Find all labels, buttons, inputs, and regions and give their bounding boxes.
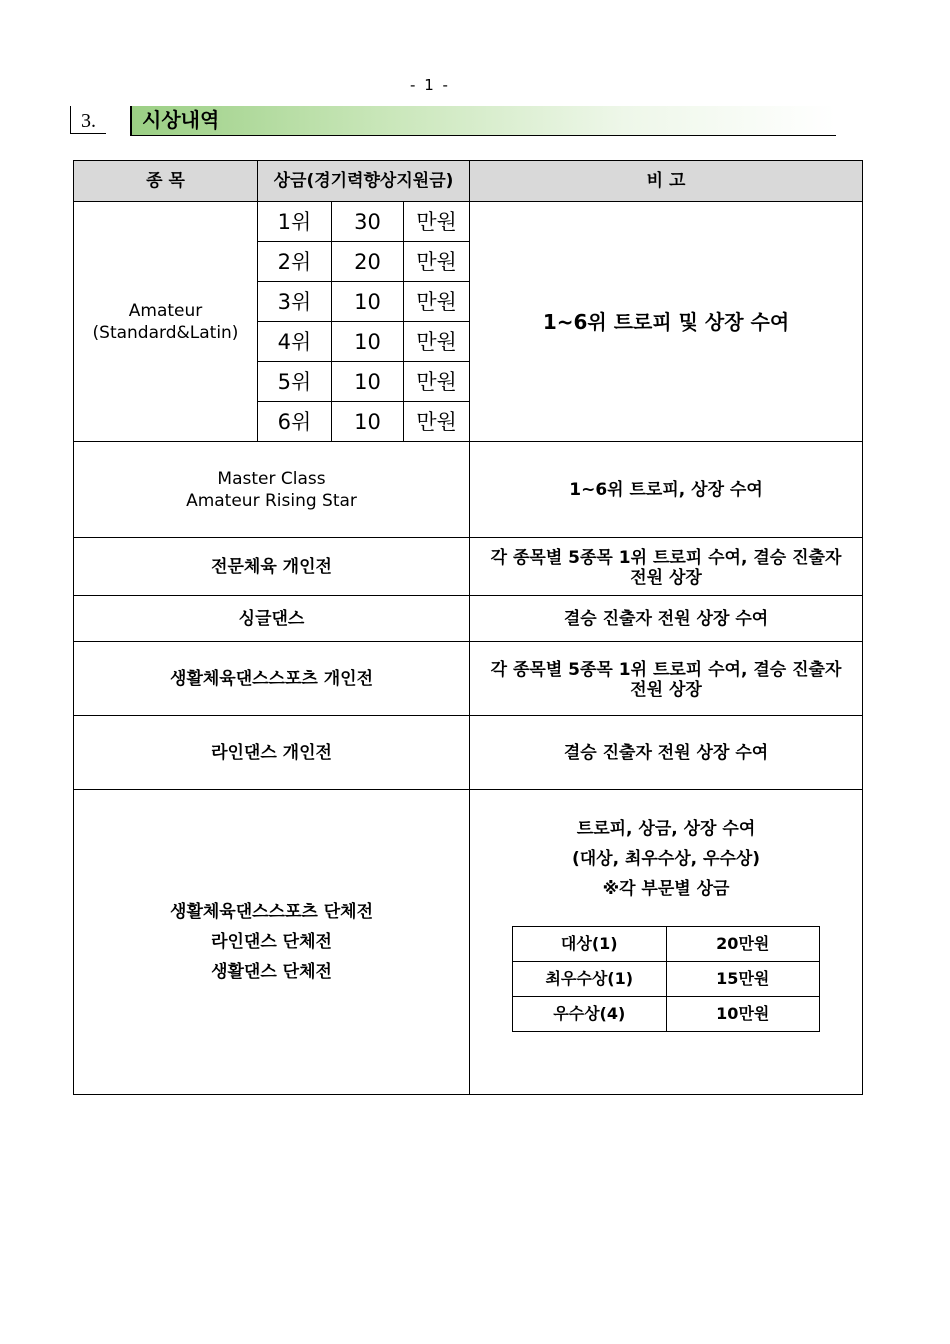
master-remark: 1~6위 트로피, 상장 수여: [470, 442, 863, 538]
table-row: [74, 538, 863, 596]
award-amount: 15만원: [666, 962, 820, 997]
team-remark: 트로피, 상금, 상장 수여 (대상, 최우수상, 우수상) ※각 부문별 상금 대상(1) 20만원 최우수상(1) 15만원 우수상(4) 10만원: [470, 790, 863, 1095]
row-category: 생활체육댄스스포츠 개인전: [74, 642, 470, 716]
awards-table: [73, 160, 863, 1095]
table-row: [74, 202, 863, 242]
table-row: [74, 596, 863, 642]
prize-unit: 만원: [404, 242, 470, 282]
table-row: [74, 442, 863, 538]
prize-rank: 2위: [258, 242, 332, 282]
award-name: 우수상(4): [513, 997, 667, 1032]
prize-rank: 1위: [258, 202, 332, 242]
row-remark: 결승 진출자 전원 상장 수여: [470, 596, 863, 642]
row-category: 전문체육 개인전: [74, 538, 470, 596]
table-row: [513, 997, 820, 1032]
prize-amount: 10: [332, 282, 404, 322]
row-remark: 각 종목별 5종목 1위 트로피 수여, 결승 진출자 전원 상장: [470, 642, 863, 716]
section-title: 시상내역: [130, 106, 836, 136]
section-number: 3.: [70, 106, 106, 134]
prize-unit: 만원: [404, 282, 470, 322]
prize-unit: 만원: [404, 202, 470, 242]
prize-unit: 만원: [404, 322, 470, 362]
prize-amount: 10: [332, 362, 404, 402]
prize-unit: 만원: [404, 362, 470, 402]
row-category: 싱글댄스: [74, 596, 470, 642]
prize-rank: 4위: [258, 322, 332, 362]
team-categories: 생활체육댄스스포츠 단체전 라인댄스 단체전 생활댄스 단체전: [74, 790, 470, 1095]
table-header-row: [74, 161, 863, 202]
header-remark: 비 고: [470, 161, 863, 202]
table-row: [74, 790, 863, 1095]
row-remark: 결승 진출자 전원 상장 수여: [470, 716, 863, 790]
prize-rank: 3위: [258, 282, 332, 322]
row-remark: 각 종목별 5종목 1위 트로피 수여, 결승 진출자 전원 상장: [470, 538, 863, 596]
table-row: [74, 716, 863, 790]
table-row: [74, 642, 863, 716]
prize-amount: 20: [332, 242, 404, 282]
table-row: [513, 962, 820, 997]
award-amount: 10만원: [666, 997, 820, 1032]
header-category: 종 목: [74, 161, 258, 202]
prize-amount: 30: [332, 202, 404, 242]
amateur-remark: 1~6위 트로피 및 상장 수여: [470, 202, 863, 442]
award-name: 최우수상(1): [513, 962, 667, 997]
page-number: - 1 -: [410, 76, 450, 94]
team-award-table: [512, 926, 820, 1032]
prize-amount: 10: [332, 402, 404, 442]
prize-amount: 10: [332, 322, 404, 362]
prize-rank: 6위: [258, 402, 332, 442]
award-amount: 20만원: [666, 927, 820, 962]
header-prize: 상금(경기력향상지원금): [258, 161, 470, 202]
amateur-category: Amateur (Standard&Latin): [74, 202, 258, 442]
master-category: Master Class Amateur Rising Star: [74, 442, 470, 538]
prize-unit: 만원: [404, 402, 470, 442]
table-row: [513, 927, 820, 962]
prize-rank: 5위: [258, 362, 332, 402]
row-category: 라인댄스 개인전: [74, 716, 470, 790]
award-name: 대상(1): [513, 927, 667, 962]
